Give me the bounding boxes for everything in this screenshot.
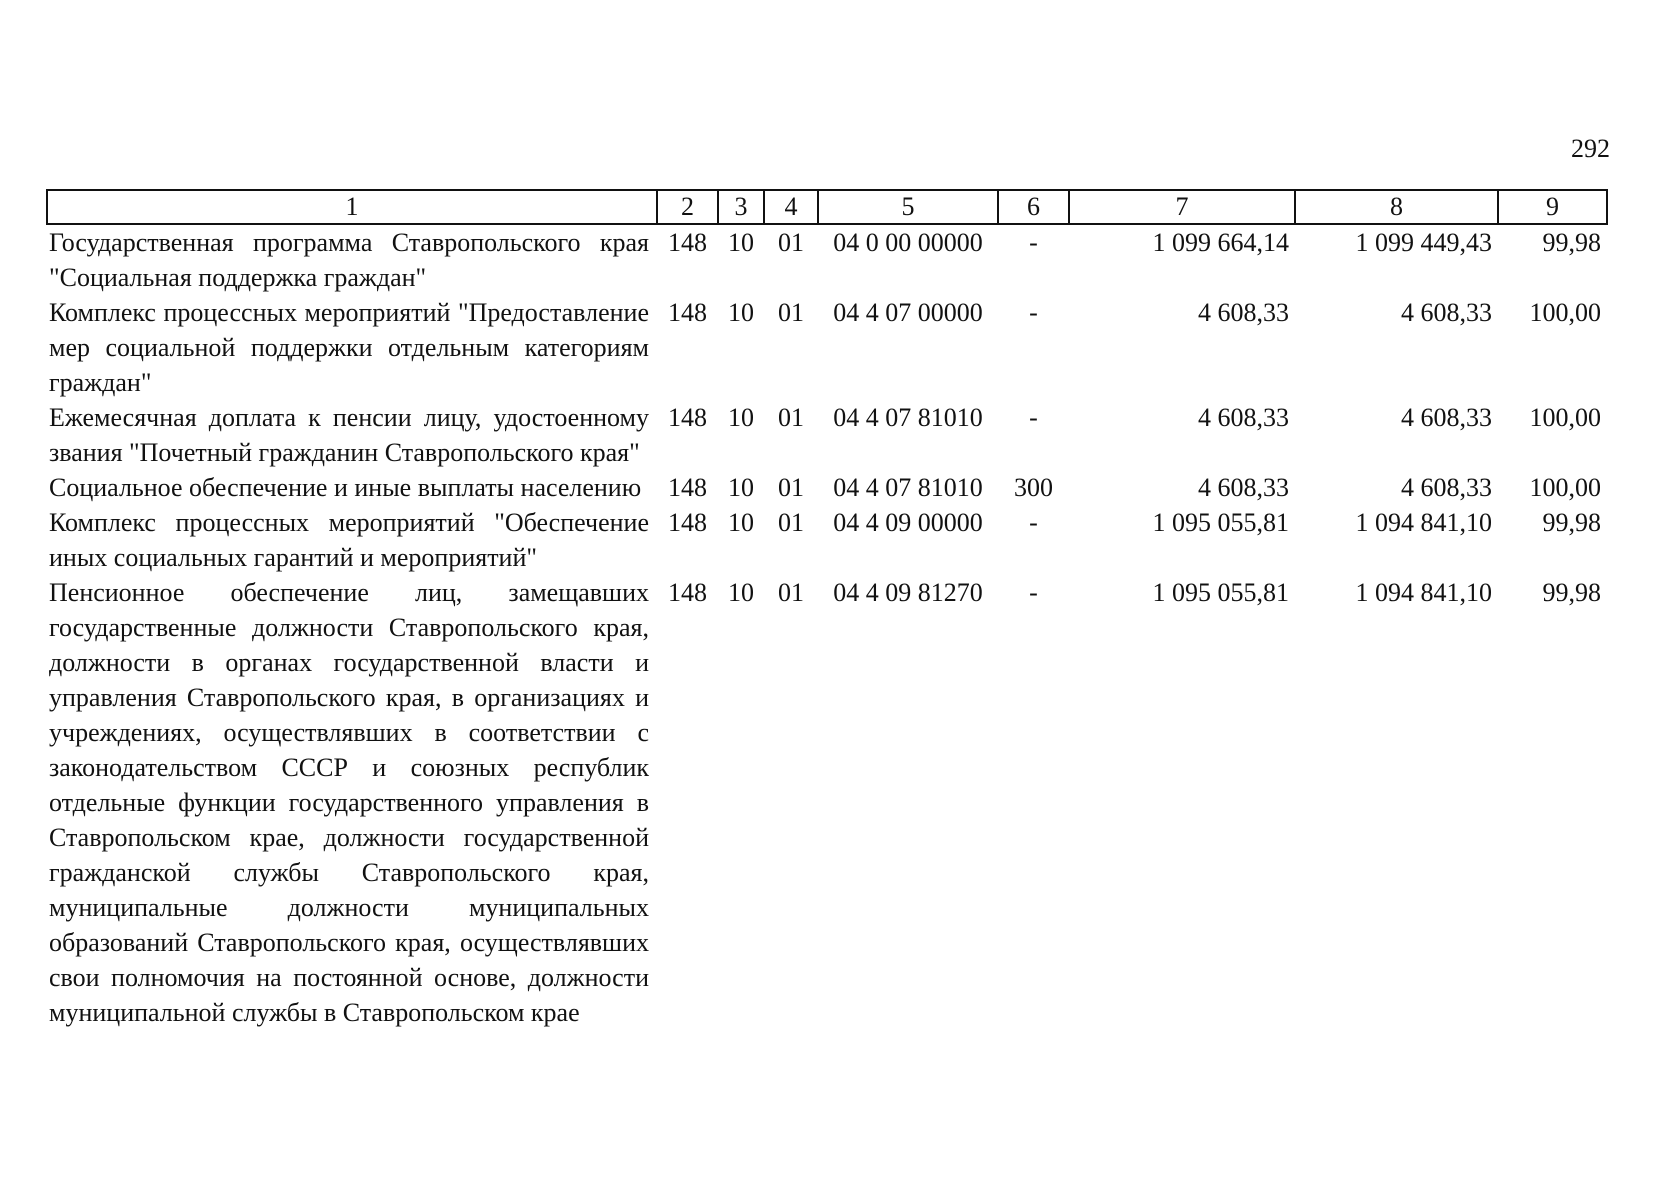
row-percent: 100,00 (1529, 298, 1601, 327)
row-grbs: 148 (668, 298, 707, 327)
row-percent: 99,98 (1542, 578, 1601, 607)
column-header-6: 6 (998, 190, 1069, 224)
row-executed: 1 094 841,10 (1355, 578, 1492, 607)
column-header-7: 7 (1069, 190, 1295, 224)
row-subsection: 01 (778, 508, 804, 537)
row-grbs: 148 (668, 508, 707, 537)
table-row (47, 400, 1607, 470)
row-name: Пенсионное обеспечение лиц, замещавших государственные должности Ставропольского края, должности в органах государственной власти и управления Ставропольского края, в организациях и учреждениях, осуществлявших в соответствии с законодательством СССР и союзных республик отдельные функции государственного управления в Ставропольском крае, должности государственной гражданской службы Ставропольского края, муниципальные должности муниципальных образований Ставропольского края, осуществлявших свои полномочия на постоянной основе, должности муниципальной службы в Ставропольском крае (49, 578, 649, 1027)
row-expense-type: - (1029, 508, 1038, 537)
row-percent: 100,00 (1529, 473, 1601, 502)
row-name: Социальное обеспечение и иные выплаты населению (49, 473, 642, 502)
row-planned: 1 095 055,81 (1152, 508, 1289, 537)
row-planned: 4 608,33 (1198, 298, 1289, 327)
table-row (47, 470, 1607, 505)
table-body (47, 224, 1607, 1030)
row-planned: 4 608,33 (1198, 403, 1289, 432)
row-target-article: 04 4 09 81270 (833, 578, 983, 607)
row-section: 10 (728, 473, 754, 502)
row-grbs: 148 (668, 403, 707, 432)
row-target-article: 04 4 09 00000 (833, 508, 983, 537)
table-row (47, 224, 1607, 295)
row-grbs: 148 (668, 473, 707, 502)
row-percent: 99,98 (1542, 228, 1601, 257)
column-number-row (47, 190, 1607, 224)
row-expense-type: - (1029, 403, 1038, 432)
row-name: Комплекс процессных мероприятий "Обеспечение иных социальных гарантий и мероприятий" (49, 508, 649, 572)
row-executed: 4 608,33 (1401, 403, 1492, 432)
budget-execution-table (46, 189, 1608, 1030)
row-section: 10 (728, 578, 754, 607)
column-header-3: 3 (718, 190, 764, 224)
row-grbs: 148 (668, 578, 707, 607)
row-planned: 1 095 055,81 (1152, 578, 1289, 607)
row-subsection: 01 (778, 578, 804, 607)
row-subsection: 01 (778, 473, 804, 502)
row-subsection: 01 (778, 298, 804, 327)
row-planned: 1 099 664,14 (1152, 228, 1289, 257)
row-target-article: 04 4 07 81010 (833, 403, 983, 432)
row-target-article: 04 4 07 00000 (833, 298, 983, 327)
column-header-5: 5 (818, 190, 998, 224)
row-grbs: 148 (668, 228, 707, 257)
table-header (47, 190, 1607, 224)
table-row (47, 575, 1607, 1030)
row-section: 10 (728, 228, 754, 257)
column-header-4: 4 (764, 190, 818, 224)
row-name: Комплекс процессных мероприятий "Предоставление мер социальной поддержки отдельным категориям граждан" (49, 298, 649, 397)
row-percent: 99,98 (1542, 508, 1601, 537)
column-header-1: 1 (47, 190, 657, 224)
row-expense-type: - (1029, 228, 1038, 257)
row-section: 10 (728, 298, 754, 327)
row-name: Государственная программа Ставропольского края "Социальная поддержка граждан" (49, 228, 649, 292)
column-header-2: 2 (657, 190, 718, 224)
table-row (47, 505, 1607, 575)
row-subsection: 01 (778, 228, 804, 257)
row-executed: 1 094 841,10 (1355, 508, 1492, 537)
table-row (47, 295, 1607, 400)
row-subsection: 01 (778, 403, 804, 432)
row-expense-type: - (1029, 298, 1038, 327)
row-section: 10 (728, 403, 754, 432)
row-name: Ежемесячная доплата к пенсии лицу, удостоенному звания "Почетный гражданин Ставропольского края" (49, 403, 649, 467)
row-executed: 4 608,33 (1401, 298, 1492, 327)
row-expense-type: 300 (1014, 473, 1053, 502)
row-executed: 4 608,33 (1401, 473, 1492, 502)
row-expense-type: - (1029, 578, 1038, 607)
row-planned: 4 608,33 (1198, 473, 1289, 502)
row-percent: 100,00 (1529, 403, 1601, 432)
column-header-8: 8 (1295, 190, 1498, 224)
column-header-9: 9 (1498, 190, 1607, 224)
row-executed: 1 099 449,43 (1355, 228, 1492, 257)
row-target-article: 04 0 00 00000 (833, 228, 983, 257)
row-target-article: 04 4 07 81010 (833, 473, 983, 502)
page-number: 292 (1571, 134, 1610, 163)
row-section: 10 (728, 508, 754, 537)
